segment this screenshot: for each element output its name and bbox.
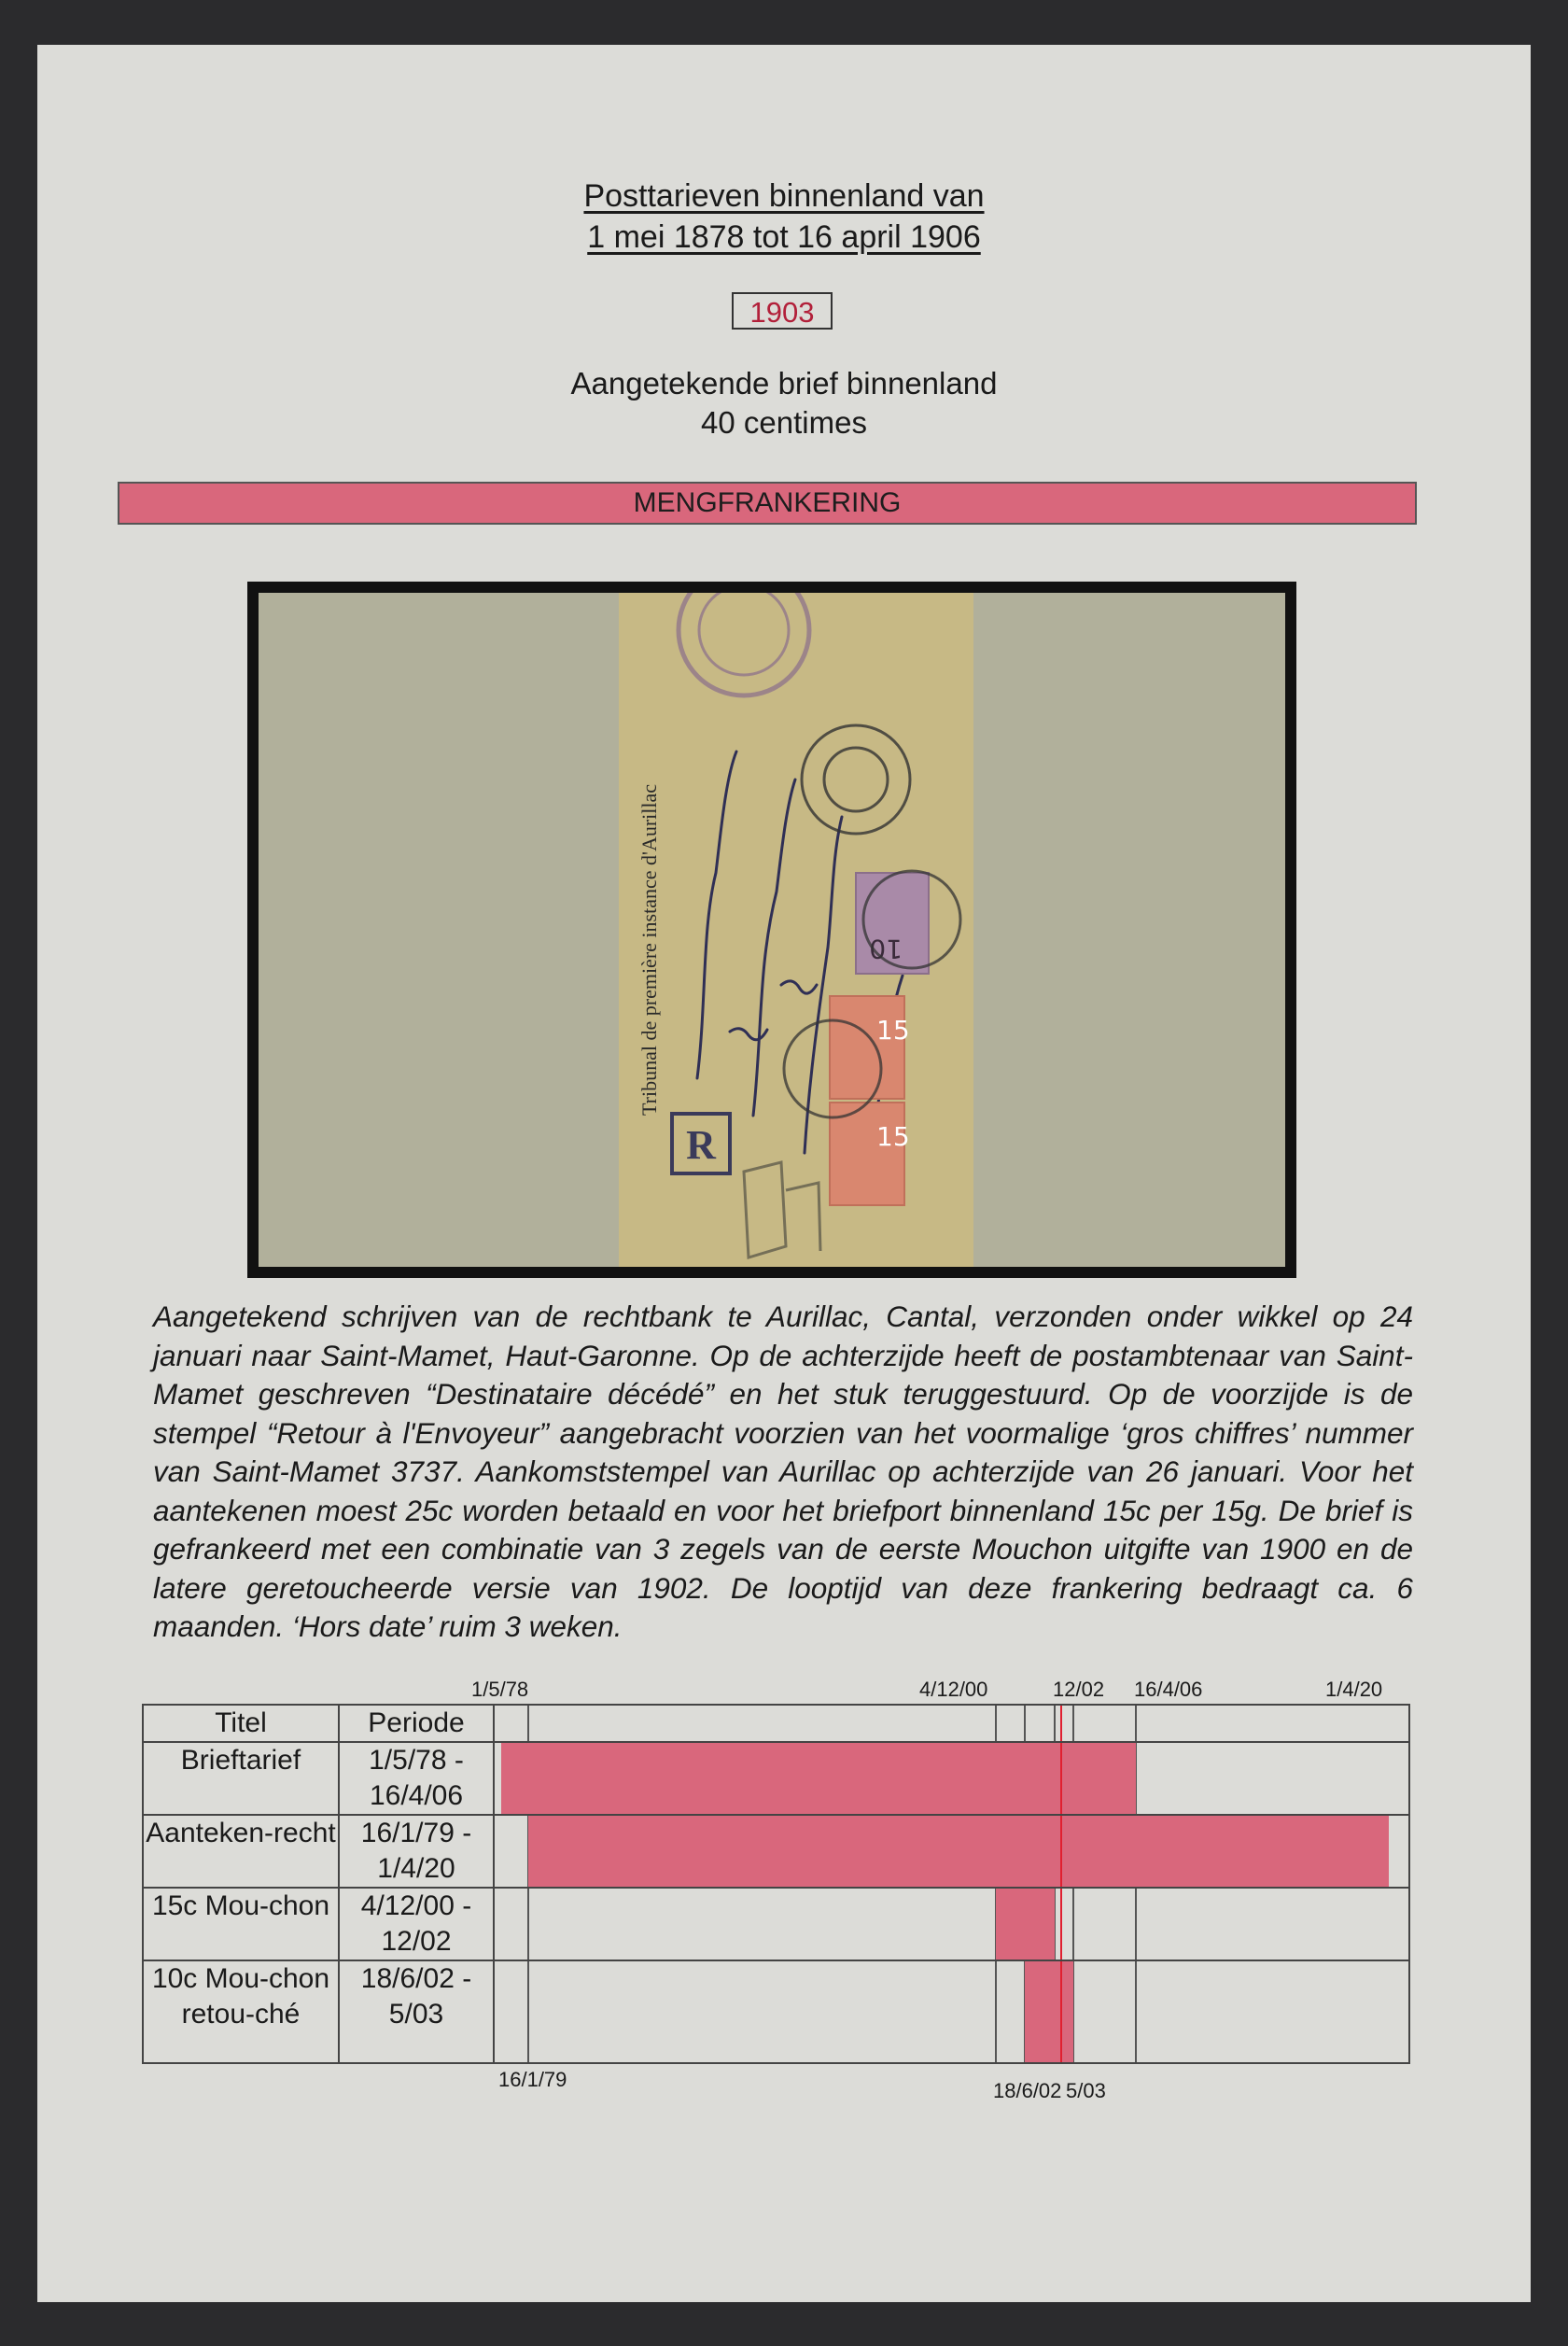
- row-title: Aanteken-recht: [143, 1815, 339, 1888]
- row-title: 15c Mou-chon: [143, 1888, 339, 1960]
- header-title: Titel: [143, 1705, 339, 1742]
- usage-date-marker: [1060, 1706, 1062, 1741]
- rate-timeline-table: [142, 1704, 1410, 2064]
- usage-date-marker: [1060, 1961, 1062, 2062]
- heading-line-1: Posttarieven binnenland van: [583, 178, 985, 214]
- description-text: Aangetekend schrijven van de rechtbank te Aurillac, Cantal, verzonden onder wikkel op 24 januari naar Saint-Mamet, Haut-Garonne. Op de achterzijde heeft de postambtenaar van Saint-Mamet geschreven “Destinataire décédé” en het stuk teruggestuurd. Op de voorzijde is de stempel “Retour à l'Envoyeur” aangebracht voorzien van het voormalige ‘gros chiffres’ nummer van Saint-Mamet 3737. Aankomststempel van Aurillac op achterzijde van 26 januari. Voor het aantekenen moest 25c worden betaald en voor het briefport binnenland 15c per 15g. De brief is gefrankeerd met een combinatie van 3 zegels van de eerste Mouchon uitgifte van 1900 en de latere geretoucheerde versie van 1902. De looptijd van deze frankering bedraagt ca. 6 maanden. ‘Hors date’ ruim 3 weken.: [153, 1299, 1413, 1643]
- timeline-bar-cell: [494, 1742, 1409, 1815]
- timeline-gridline: [995, 1706, 997, 1741]
- page-heading: [37, 176, 1531, 258]
- timeline-gridline: [1135, 1706, 1137, 1741]
- timeline-bottom-label: 16/1/79: [498, 2068, 567, 2091]
- row-period: 1/5/78 - 16/4/06: [339, 1742, 494, 1815]
- timeline-gridline: [527, 1706, 529, 1741]
- row-title: Brieftarief: [143, 1742, 339, 1815]
- cover-photo-frame: [247, 582, 1296, 1278]
- row-title: 10c Mou-chon retou-ché: [143, 1960, 339, 2063]
- timeline-gridline: [1024, 1706, 1026, 1741]
- stamp-15c-lower-value: 15: [876, 1121, 910, 1152]
- timeline-gridline: [995, 1961, 997, 2062]
- cover-photo: [259, 593, 1285, 1267]
- timeline-bar: [996, 1889, 1055, 1960]
- row-period: 18/6/02 - 5/03: [339, 1960, 494, 2063]
- subheading-line-1: Aangetekende brief binnenland: [570, 366, 998, 400]
- subheading: [37, 364, 1531, 443]
- timeline-top-label: 16/4/06: [1134, 1678, 1203, 1701]
- timeline-gridline: [527, 1889, 529, 1960]
- timeline-gridline: [527, 1961, 529, 2062]
- subheading-line-2: 40 centimes: [701, 405, 867, 440]
- timeline-top-label: 12/02: [1053, 1678, 1105, 1701]
- usage-date-marker: [1060, 1816, 1062, 1887]
- row-period: 4/12/00 - 12/02: [339, 1888, 494, 1960]
- stamp-15c-upper: [830, 996, 910, 1099]
- registration-letter: R: [686, 1122, 716, 1168]
- table-row: [143, 1960, 1409, 2063]
- table-row: [143, 1888, 1409, 1960]
- timeline-gridline: [1135, 1961, 1137, 2062]
- timeline-bar: [1025, 1961, 1073, 2062]
- timeline-gridline: [1135, 1889, 1137, 1960]
- cover-side-print: Tribunal de première instance d'Aurillac: [637, 783, 661, 1116]
- year-badge: 1903: [732, 292, 833, 330]
- header-period: Periode: [339, 1705, 494, 1742]
- stamp-15c-upper-value: 15: [876, 1015, 910, 1046]
- table-row: [143, 1742, 1409, 1815]
- timeline-top-label: 1/5/78: [471, 1678, 529, 1701]
- timeline-bottom-label: 18/6/02: [993, 2079, 1062, 2102]
- stamp-10c: [856, 873, 929, 974]
- timeline-gridline: [1054, 1706, 1056, 1741]
- timeline-top-label: 1/4/20: [1325, 1678, 1383, 1701]
- timeline-top-label: 4/12/00: [919, 1678, 988, 1701]
- timeline-bar: [528, 1816, 1389, 1887]
- row-period: 16/1/79 - 1/4/20: [339, 1815, 494, 1888]
- timeline-bottom-label: 5/03: [1066, 2079, 1106, 2102]
- section-banner: MENGFRANKERING: [118, 482, 1417, 525]
- timeline-bar-cell: [494, 1815, 1409, 1888]
- timeline-gridline: [1072, 1706, 1074, 1741]
- table-row: [143, 1815, 1409, 1888]
- album-page: [37, 45, 1531, 2302]
- usage-date-marker: [1060, 1743, 1062, 1814]
- timeline-header-cell: [494, 1705, 1409, 1742]
- heading-line-2: 1 mei 1878 tot 16 april 1906: [587, 219, 981, 255]
- stamp-10c-value: 10: [869, 934, 903, 964]
- usage-date-marker: [1060, 1889, 1062, 1960]
- timeline-bar: [501, 1743, 1136, 1814]
- timeline-gridline: [1072, 1889, 1074, 1960]
- timeline-bar-cell: [494, 1888, 1409, 1960]
- timeline-bar-cell: [494, 1960, 1409, 2063]
- table-header-row: [143, 1705, 1409, 1742]
